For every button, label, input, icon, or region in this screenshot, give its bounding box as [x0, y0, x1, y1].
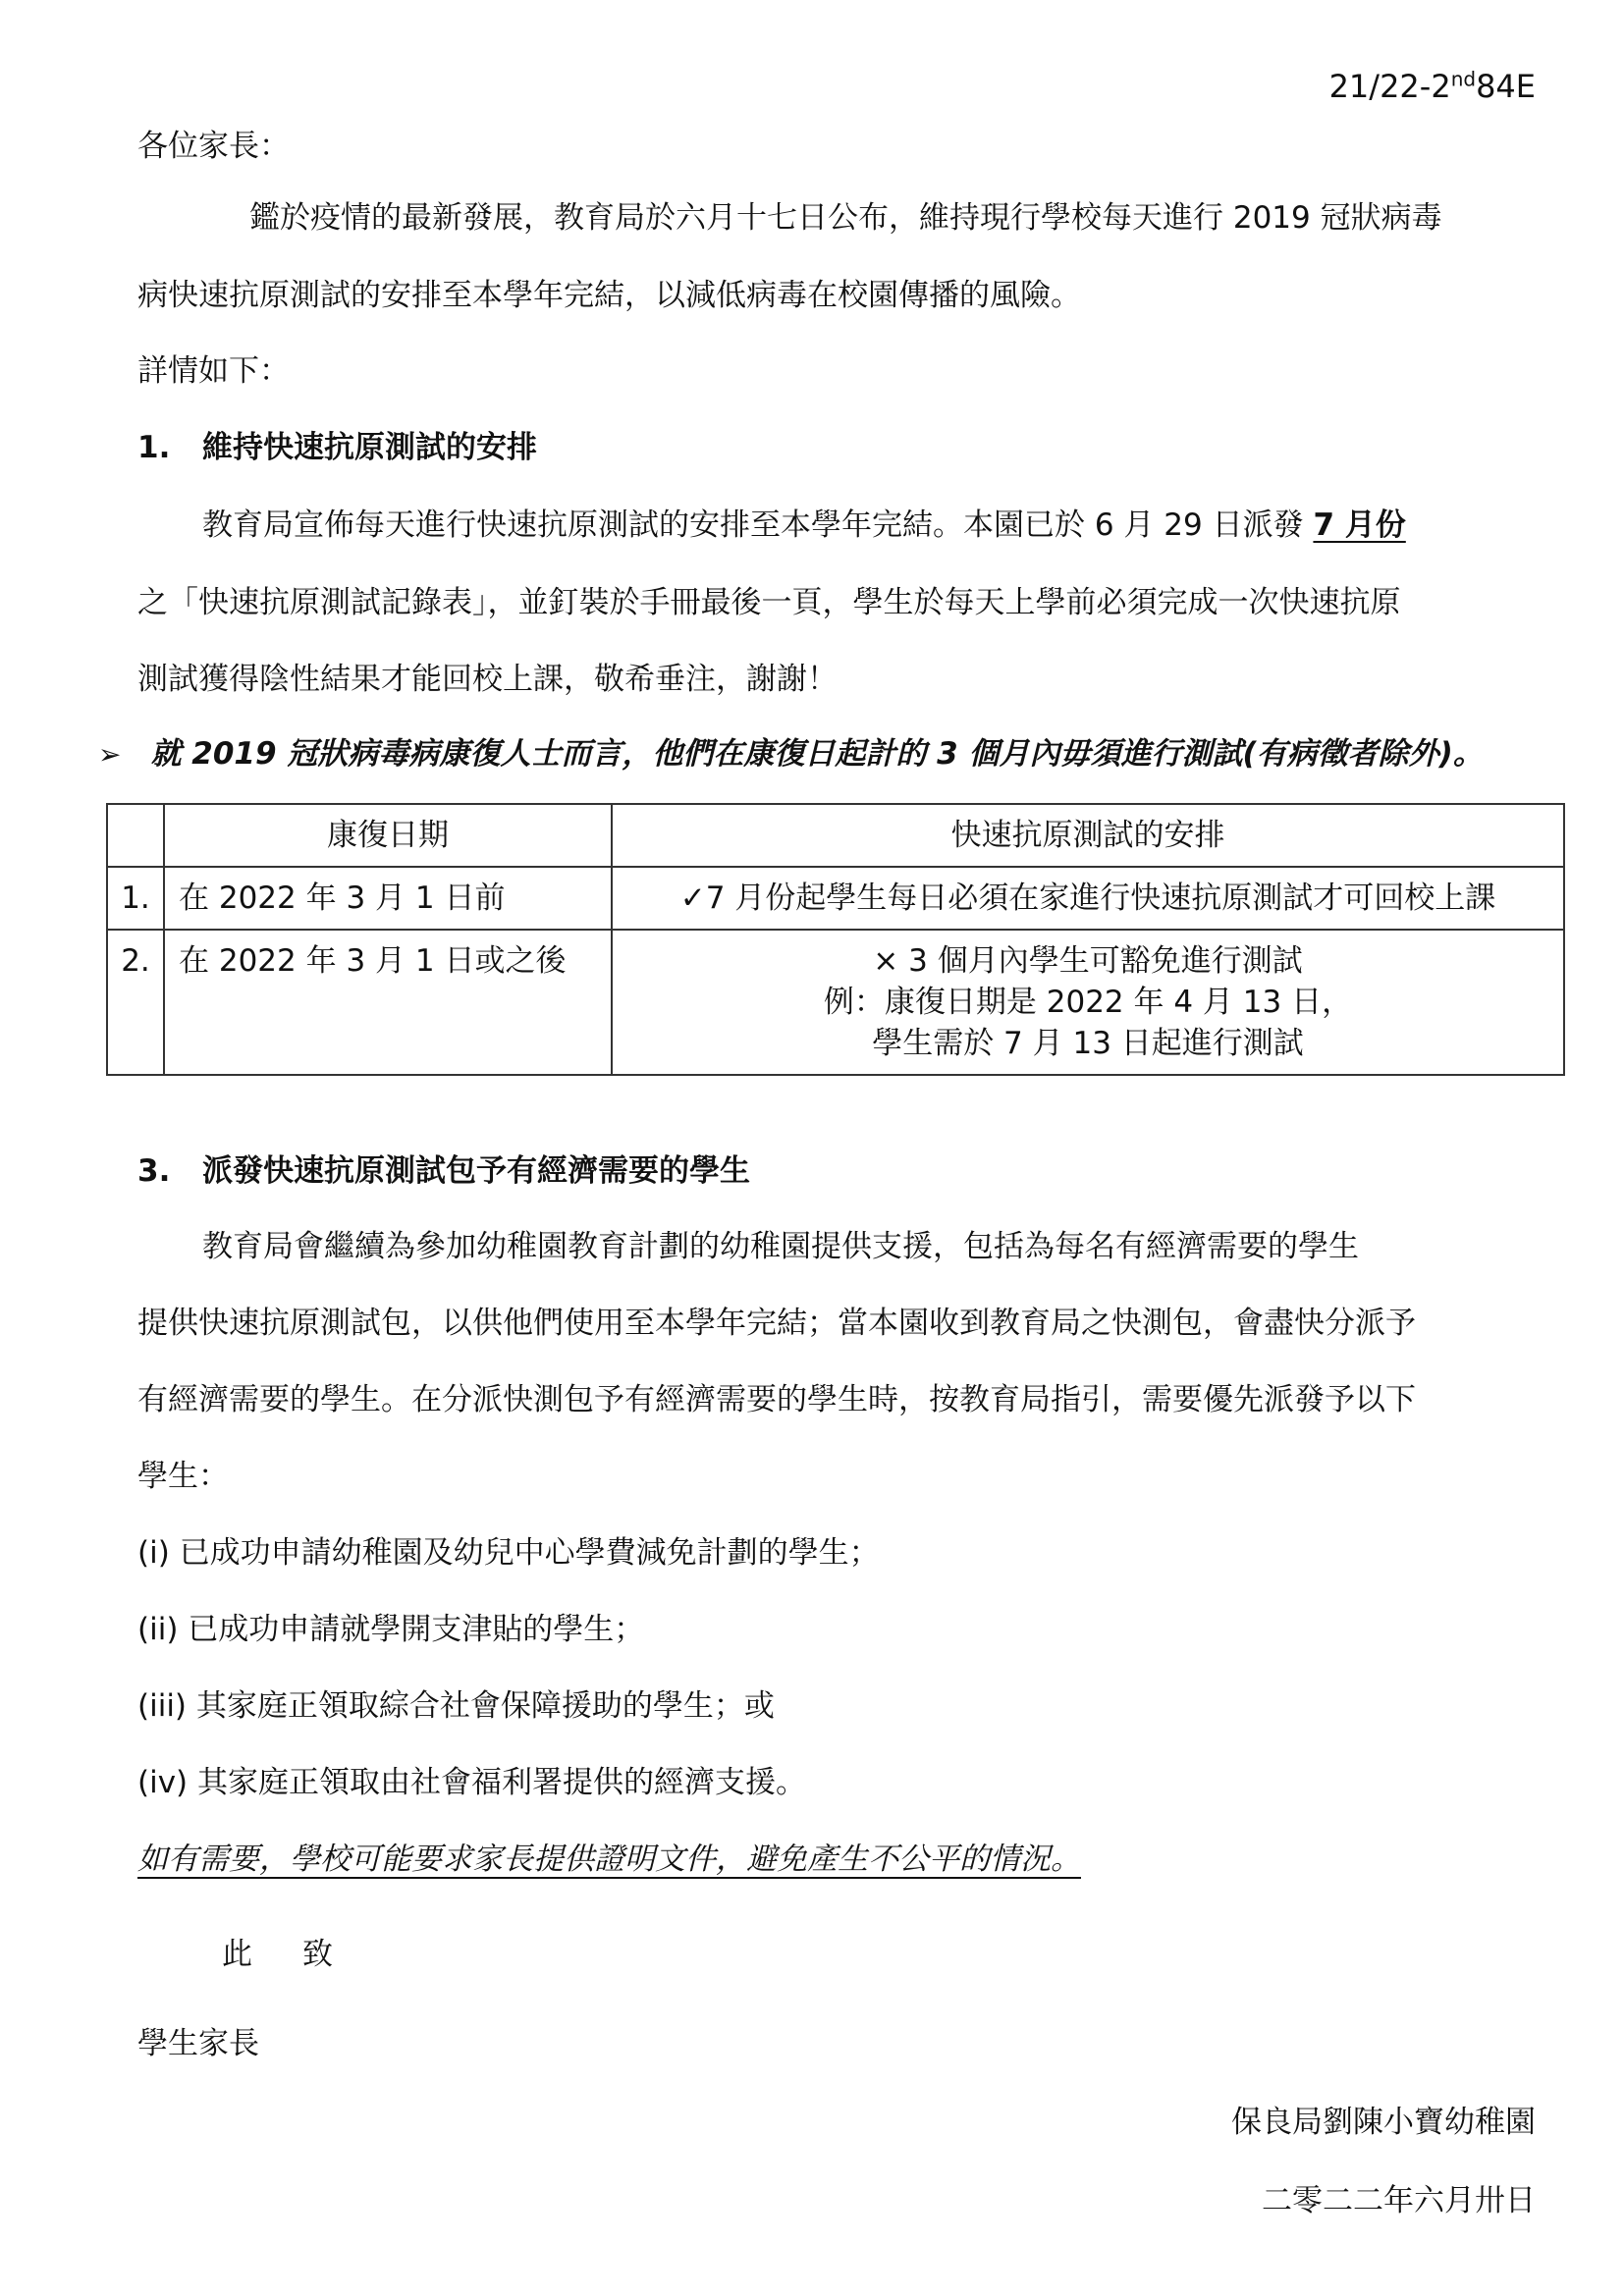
- table-header-row: [107, 804, 1564, 867]
- july-highlight: 7 月份: [1313, 507, 1406, 543]
- recovery-note-text: 就 2019 冠狀病毒病康復人士而言，他們在康復日起計的 3 個月內毋須進行測試(有病徵者除外)。: [150, 736, 1484, 772]
- table-cell-index: 1.: [107, 867, 164, 930]
- table-header-index: [107, 804, 164, 867]
- table-cell-date: 在 2022 年 3 月 1 日或之後: [164, 930, 612, 1075]
- recovery-note: [98, 734, 1484, 774]
- list-item: (i) 已成功申請幼稚園及幼兒中心學費減免計劃的學生；: [137, 1535, 880, 1571]
- recipient: 學生家長: [137, 2026, 259, 2061]
- section-1-line-3: 測試獲得陰性結果才能回校上課，敬希垂注，謝謝！: [137, 662, 838, 697]
- sender-name: 保良局劉陳小寶幼稚園: [1231, 2105, 1536, 2140]
- intro-line-2: 病快速抗原測試的安排至本學年完結，以減低病毒在校園傳播的風險。: [137, 278, 1081, 313]
- recovery-table: [106, 803, 1565, 1076]
- section-3-line-1: 教育局會繼續為參加幼稚園教育計劃的幼稚園提供支援，包括為每名有經濟需要的學生: [202, 1229, 1359, 1264]
- section-1-number: 1.: [137, 430, 171, 465]
- details-label: 詳情如下：: [137, 353, 290, 389]
- closing-this: 此: [222, 1937, 252, 1972]
- salutation: 各位家長：: [137, 129, 290, 164]
- closing-to: 致: [302, 1937, 333, 1972]
- arrangement-line: 學生需於 7 月 13 日起進行測試: [872, 1026, 1304, 1061]
- section-3-line-4: 學生：: [137, 1459, 229, 1494]
- section-3-number: 3.: [137, 1153, 171, 1189]
- table-cell-arrangement: [612, 930, 1564, 1075]
- list-item: (iv) 其家庭正領取由社會福利署提供的經濟支援。: [137, 1765, 806, 1800]
- intro-line-1: 鑑於疫情的最新發展，教育局於六月十七日公布，維持現行學校每天進行 2019 冠狀病毒: [249, 200, 1442, 236]
- table-cell-arrangement: ✓7 月份起學生每日必須在家進行快速抗原測試才可回校上課: [612, 867, 1564, 930]
- list-item: (iii) 其家庭正領取綜合社會保障援助的學生；或: [137, 1688, 775, 1724]
- section-1-heading: [137, 428, 537, 467]
- section-3-heading: [137, 1151, 750, 1191]
- arrangement-line: × 3 個月內學生可豁免進行測試: [873, 943, 1303, 979]
- arrangement-line: 例：康復日期是 2022 年 4 月 13 日，: [823, 985, 1353, 1020]
- section-3-title: 派發快速抗原測試包予有經濟需要的學生: [202, 1153, 750, 1189]
- section-1-title: 維持快速抗原測試的安排: [202, 430, 537, 465]
- section-3-line-3: 有經濟需要的學生。在分派快測包予有經濟需要的學生時，按教育局指引，需要優先派發予以下: [137, 1382, 1416, 1417]
- section-1-line-1: 教育局宣佈每天進行快速抗原測試的安排至本學年完結。本園已於 6 月 29 日派發 7 月份: [202, 507, 1406, 543]
- table-cell-index: 2.: [107, 930, 164, 1075]
- section-3-line-2: 提供快速抗原測試包，以供他們使用至本學年完結；當本園收到教育局之快測包，會盡快分派予: [137, 1306, 1416, 1341]
- proof-remark: 如有需要，學校可能要求家長提供證明文件，避免產生不公平的情況。: [137, 1842, 1081, 1877]
- section-1-line-2: 之「快速抗原測試記錄表」，並釘裝於手冊最後一頁，學生於每天上學前必須完成一次快速抗原: [137, 585, 1401, 620]
- letter-date: 二零二二年六月卅日: [1262, 2183, 1536, 2218]
- table-header-date: 康復日期: [164, 804, 612, 867]
- table-row: [107, 930, 1564, 1075]
- table-row: [107, 867, 1564, 930]
- table-header-arrangement: 快速抗原測試的安排: [612, 804, 1564, 867]
- arrow-bullet-icon: ➢: [98, 738, 122, 771]
- table-cell-date: 在 2022 年 3 月 1 日前: [164, 867, 612, 930]
- reference-number: 21/22-2nd84E: [1328, 67, 1536, 105]
- list-item: (ii) 已成功申請就學開支津貼的學生；: [137, 1612, 645, 1647]
